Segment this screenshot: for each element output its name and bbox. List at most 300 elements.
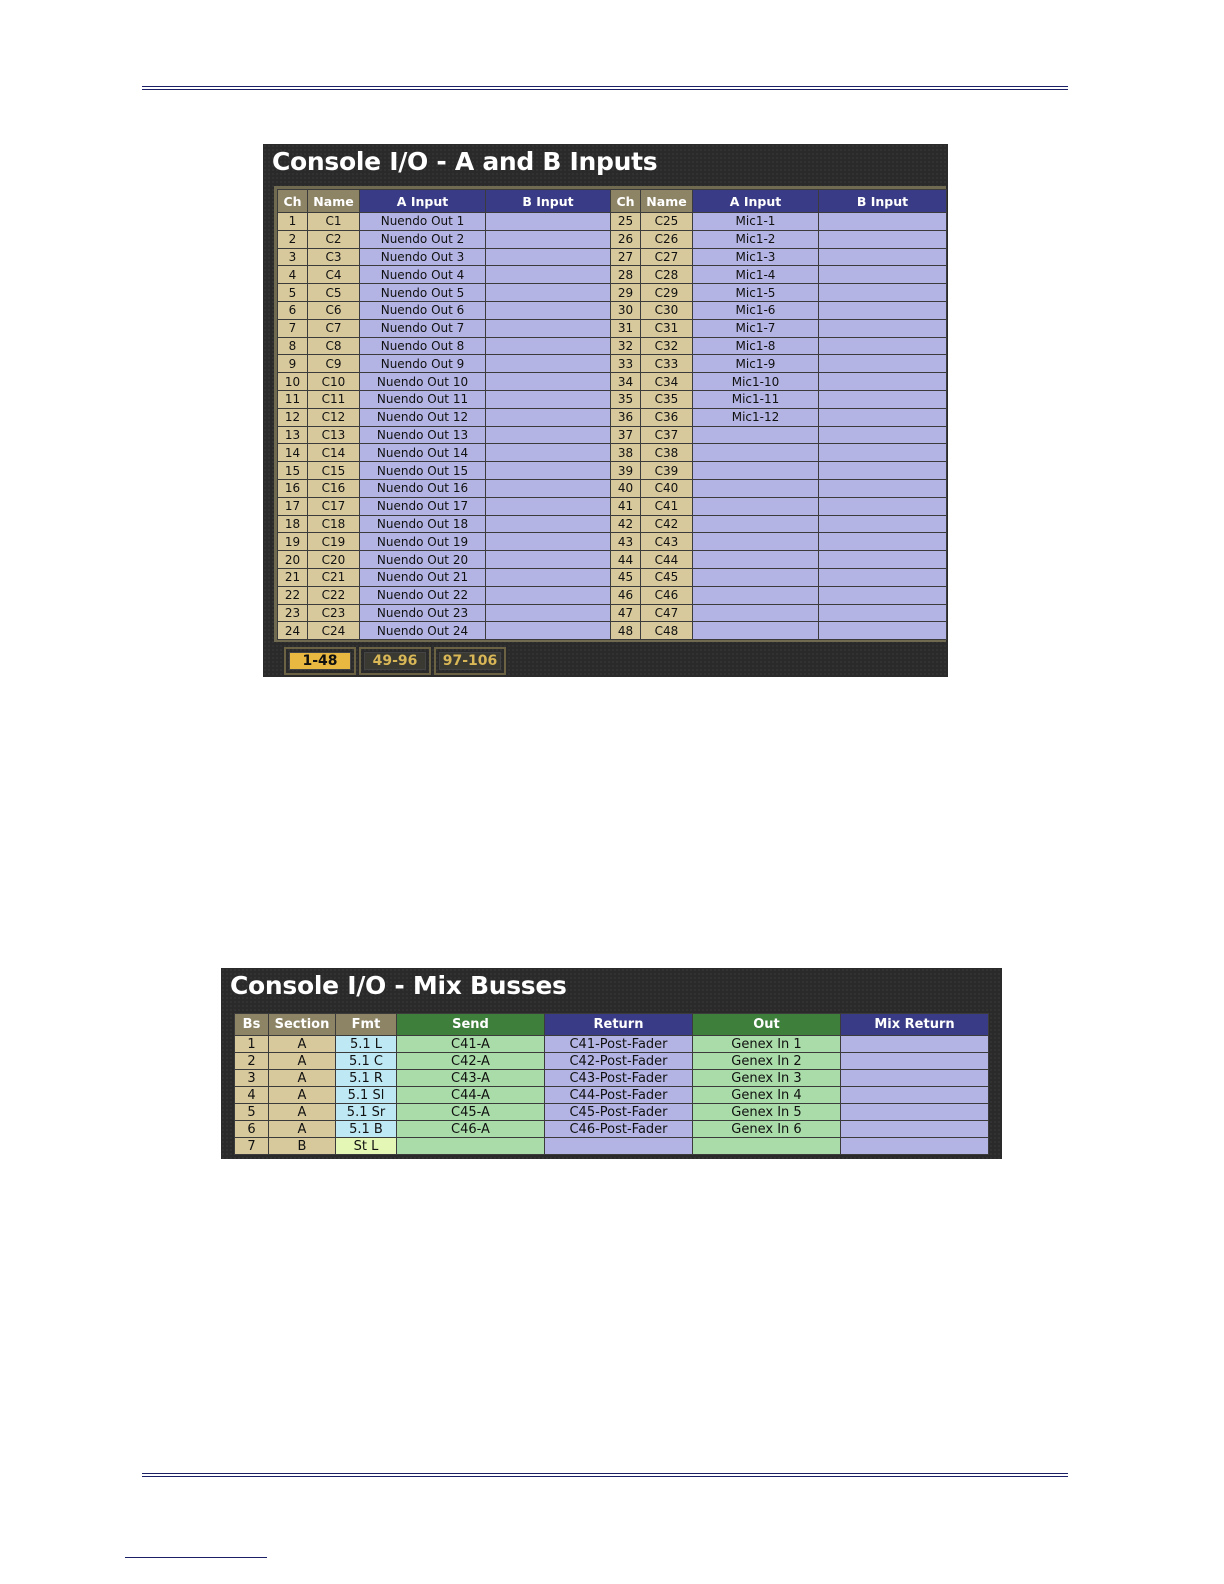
cell-fmt[interactable]: 5.1 C xyxy=(336,1053,397,1070)
cell-name: C33 xyxy=(641,355,693,373)
cell-ch: 30 xyxy=(611,301,641,319)
cell-b-input[interactable] xyxy=(486,373,611,391)
cell-section: A xyxy=(269,1036,336,1053)
cell-bs: 2 xyxy=(235,1053,269,1070)
cell-a-input[interactable]: Nuendo Out 19 xyxy=(360,533,486,551)
cell-ch: 20 xyxy=(278,551,308,569)
cell-ch: 32 xyxy=(611,337,641,355)
cell-a-input[interactable]: Nuendo Out 21 xyxy=(360,568,486,586)
cell-section: A xyxy=(269,1087,336,1104)
cell-ch: 33 xyxy=(611,355,641,373)
table-row xyxy=(278,444,947,462)
footnote-rule xyxy=(125,1557,267,1558)
cell-name: C16 xyxy=(308,479,360,497)
cell-b-input[interactable] xyxy=(819,479,947,497)
cell-name: C41 xyxy=(641,497,693,515)
cell-fmt[interactable]: 5.1 Sr xyxy=(336,1104,397,1121)
cell-ch: 21 xyxy=(278,568,308,586)
tab-1-48[interactable]: 1-48 xyxy=(284,647,356,675)
cell-out[interactable]: Genex In 6 xyxy=(693,1121,841,1138)
tab-97-106[interactable]: 97-106 xyxy=(434,647,506,675)
cell-a-input[interactable] xyxy=(693,479,819,497)
table-row xyxy=(235,1087,989,1104)
cell-name: C23 xyxy=(308,604,360,622)
cell-a-input[interactable]: Nuendo Out 1 xyxy=(360,213,486,231)
footer-rule xyxy=(142,1473,1068,1477)
cell-return[interactable]: C42-Post-Fader xyxy=(545,1053,693,1070)
cell-a-input[interactable] xyxy=(693,497,819,515)
column-header-ch: Ch xyxy=(278,190,308,213)
cell-b-input[interactable] xyxy=(486,426,611,444)
cell-ch: 10 xyxy=(278,373,308,391)
cell-name: C44 xyxy=(641,551,693,569)
cell-name: C17 xyxy=(308,497,360,515)
cell-a-input[interactable] xyxy=(693,462,819,480)
column-header-out: Out xyxy=(693,1014,841,1036)
cell-return[interactable]: C43-Post-Fader xyxy=(545,1070,693,1087)
cell-bs: 4 xyxy=(235,1087,269,1104)
cell-out[interactable]: Genex In 1 xyxy=(693,1036,841,1053)
cell-ch: 39 xyxy=(611,462,641,480)
cell-b-input[interactable] xyxy=(486,230,611,248)
cell-fmt[interactable]: 5.1 L xyxy=(336,1036,397,1053)
cell-b-input[interactable] xyxy=(486,533,611,551)
cell-name: C12 xyxy=(308,408,360,426)
cell-a-input[interactable]: Mic1-9 xyxy=(693,355,819,373)
cell-return[interactable]: C44-Post-Fader xyxy=(545,1087,693,1104)
cell-b-input[interactable] xyxy=(486,213,611,231)
table-row xyxy=(278,301,947,319)
cell-ch: 27 xyxy=(611,248,641,266)
cell-bs: 3 xyxy=(235,1070,269,1087)
cell-name: C6 xyxy=(308,301,360,319)
cell-mix-return[interactable] xyxy=(841,1036,989,1053)
column-header-send: Send xyxy=(397,1014,545,1036)
cell-name: C42 xyxy=(641,515,693,533)
cell-name: C7 xyxy=(308,319,360,337)
cell-send[interactable]: C43-A xyxy=(397,1070,545,1087)
cell-name: C32 xyxy=(641,337,693,355)
cell-a-input[interactable]: Nuendo Out 23 xyxy=(360,604,486,622)
cell-return[interactable]: C46-Post-Fader xyxy=(545,1121,693,1138)
cell-name: C22 xyxy=(308,586,360,604)
cell-ch: 45 xyxy=(611,568,641,586)
table-row xyxy=(278,586,947,604)
cell-a-input[interactable]: Mic1-10 xyxy=(693,373,819,391)
cell-b-input[interactable] xyxy=(486,479,611,497)
cell-name: C36 xyxy=(641,408,693,426)
cell-a-input[interactable]: Nuendo Out 6 xyxy=(360,301,486,319)
cell-b-input[interactable] xyxy=(819,444,947,462)
cell-a-input[interactable]: Nuendo Out 17 xyxy=(360,497,486,515)
table-row xyxy=(235,1053,989,1070)
cell-b-input[interactable] xyxy=(819,568,947,586)
mix-busses-table xyxy=(234,1013,989,1155)
table-row xyxy=(278,213,947,231)
cell-ch: 5 xyxy=(278,284,308,302)
column-header-b-input: B Input xyxy=(819,190,947,213)
column-header-bs: Bs xyxy=(235,1014,269,1036)
cell-bs: 6 xyxy=(235,1121,269,1138)
cell-fmt[interactable]: 5.1 R xyxy=(336,1070,397,1087)
column-header-fmt: Fmt xyxy=(336,1014,397,1036)
cell-ch: 22 xyxy=(278,586,308,604)
tab-49-96[interactable]: 49-96 xyxy=(359,647,431,675)
cell-ch: 46 xyxy=(611,586,641,604)
cell-a-input[interactable]: Nuendo Out 8 xyxy=(360,337,486,355)
cell-b-input[interactable] xyxy=(486,248,611,266)
cell-b-input[interactable] xyxy=(819,426,947,444)
cell-name: C27 xyxy=(641,248,693,266)
cell-out[interactable]: Genex In 4 xyxy=(693,1087,841,1104)
cell-name: C45 xyxy=(641,568,693,586)
cell-a-input[interactable]: Nuendo Out 20 xyxy=(360,551,486,569)
table-row xyxy=(278,319,947,337)
column-header-section: Section xyxy=(269,1014,336,1036)
cell-fmt[interactable]: 5.1 Sl xyxy=(336,1087,397,1104)
cell-mix-return[interactable] xyxy=(841,1087,989,1104)
cell-a-input[interactable] xyxy=(693,515,819,533)
cell-bs: 1 xyxy=(235,1036,269,1053)
cell-b-input[interactable] xyxy=(819,462,947,480)
cell-b-input[interactable] xyxy=(819,319,947,337)
cell-send[interactable]: C41-A xyxy=(397,1036,545,1053)
cell-b-input[interactable] xyxy=(486,408,611,426)
table-row xyxy=(278,604,947,622)
cell-name: C35 xyxy=(641,390,693,408)
cell-b-input[interactable] xyxy=(819,551,947,569)
header-rule xyxy=(142,86,1068,90)
cell-ch: 36 xyxy=(611,408,641,426)
cell-a-input[interactable]: Nuendo Out 24 xyxy=(360,622,486,640)
table-row xyxy=(235,1070,989,1087)
cell-name: C47 xyxy=(641,604,693,622)
cell-send[interactable] xyxy=(397,1138,545,1155)
cell-name: C3 xyxy=(308,248,360,266)
cell-b-input[interactable] xyxy=(486,568,611,586)
cell-b-input[interactable] xyxy=(819,248,947,266)
cell-b-input[interactable] xyxy=(819,497,947,515)
cell-ch: 26 xyxy=(611,230,641,248)
cell-send[interactable]: C45-A xyxy=(397,1104,545,1121)
cell-b-input[interactable] xyxy=(486,355,611,373)
cell-ch: 31 xyxy=(611,319,641,337)
cell-bs: 7 xyxy=(235,1138,269,1155)
cell-ch: 12 xyxy=(278,408,308,426)
cell-b-input[interactable] xyxy=(819,515,947,533)
cell-name: C20 xyxy=(308,551,360,569)
cell-send[interactable]: C46-A xyxy=(397,1121,545,1138)
table-row xyxy=(278,355,947,373)
cell-b-input[interactable] xyxy=(486,284,611,302)
table-row xyxy=(278,284,947,302)
cell-b-input[interactable] xyxy=(819,301,947,319)
cell-name: C24 xyxy=(308,622,360,640)
cell-name: C39 xyxy=(641,462,693,480)
table-row xyxy=(278,248,947,266)
cell-b-input[interactable] xyxy=(819,622,947,640)
cell-b-input[interactable] xyxy=(486,622,611,640)
cell-a-input[interactable]: Nuendo Out 16 xyxy=(360,479,486,497)
cell-a-input[interactable]: Mic1-4 xyxy=(693,266,819,284)
table-row xyxy=(235,1138,989,1155)
cell-b-input[interactable] xyxy=(819,284,947,302)
cell-b-input[interactable] xyxy=(819,604,947,622)
cell-b-input[interactable] xyxy=(486,515,611,533)
column-header-ch: Ch xyxy=(611,190,641,213)
cell-name: C40 xyxy=(641,479,693,497)
cell-return[interactable]: C45-Post-Fader xyxy=(545,1104,693,1121)
cell-ch: 4 xyxy=(278,266,308,284)
cell-b-input[interactable] xyxy=(819,337,947,355)
table-row xyxy=(278,426,947,444)
console-io-mix-busses-panel xyxy=(221,968,1002,1159)
cell-ch: 17 xyxy=(278,497,308,515)
cell-ch: 35 xyxy=(611,390,641,408)
cell-b-input[interactable] xyxy=(819,355,947,373)
cell-section: B xyxy=(269,1138,336,1155)
cell-ch: 18 xyxy=(278,515,308,533)
cell-a-input[interactable] xyxy=(693,568,819,586)
cell-mix-return[interactable] xyxy=(841,1138,989,1155)
cell-b-input[interactable] xyxy=(486,266,611,284)
cell-mix-return[interactable] xyxy=(841,1104,989,1121)
table-row xyxy=(278,497,947,515)
cell-a-input[interactable]: Mic1-2 xyxy=(693,230,819,248)
cell-ch: 34 xyxy=(611,373,641,391)
cell-a-input[interactable]: Nuendo Out 10 xyxy=(360,373,486,391)
cell-name: C2 xyxy=(308,230,360,248)
cell-b-input[interactable] xyxy=(486,444,611,462)
cell-name: C30 xyxy=(641,301,693,319)
cell-a-input[interactable] xyxy=(693,426,819,444)
cell-a-input[interactable]: Mic1-12 xyxy=(693,408,819,426)
table-row xyxy=(278,266,947,284)
cell-a-input[interactable] xyxy=(693,551,819,569)
panel-title-mix: Console I/O - Mix Busses xyxy=(230,971,567,1000)
cell-a-input[interactable] xyxy=(693,622,819,640)
cell-a-input[interactable]: Nuendo Out 12 xyxy=(360,408,486,426)
cell-name: C37 xyxy=(641,426,693,444)
cell-b-input[interactable] xyxy=(819,266,947,284)
cell-ch: 11 xyxy=(278,390,308,408)
cell-return[interactable] xyxy=(545,1138,693,1155)
cell-ch: 38 xyxy=(611,444,641,462)
cell-b-input[interactable] xyxy=(819,230,947,248)
cell-ch: 40 xyxy=(611,479,641,497)
cell-a-input[interactable]: Nuendo Out 5 xyxy=(360,284,486,302)
cell-name: C21 xyxy=(308,568,360,586)
cell-ch: 48 xyxy=(611,622,641,640)
cell-ch: 23 xyxy=(278,604,308,622)
cell-name: C11 xyxy=(308,390,360,408)
cell-ch: 41 xyxy=(611,497,641,515)
cell-name: C15 xyxy=(308,462,360,480)
cell-b-input[interactable] xyxy=(819,408,947,426)
cell-a-input[interactable]: Nuendo Out 18 xyxy=(360,515,486,533)
table-row xyxy=(278,515,947,533)
cell-ch: 3 xyxy=(278,248,308,266)
cell-ch: 15 xyxy=(278,462,308,480)
cell-b-input[interactable] xyxy=(486,337,611,355)
cell-a-input[interactable]: Mic1-1 xyxy=(693,213,819,231)
cell-ch: 43 xyxy=(611,533,641,551)
cell-send[interactable]: C44-A xyxy=(397,1087,545,1104)
cell-ch: 47 xyxy=(611,604,641,622)
cell-out[interactable]: Genex In 5 xyxy=(693,1104,841,1121)
cell-a-input[interactable] xyxy=(693,604,819,622)
table-row xyxy=(278,337,947,355)
cell-b-input[interactable] xyxy=(486,551,611,569)
cell-ch: 44 xyxy=(611,551,641,569)
column-header-a-input: A Input xyxy=(693,190,819,213)
cell-ch: 25 xyxy=(611,213,641,231)
ab-table-header-row xyxy=(278,190,947,213)
cell-name: C38 xyxy=(641,444,693,462)
table-row xyxy=(235,1104,989,1121)
cell-mix-return[interactable] xyxy=(841,1070,989,1087)
cell-a-input[interactable]: Mic1-7 xyxy=(693,319,819,337)
table-row xyxy=(235,1036,989,1053)
cell-a-input[interactable]: Nuendo Out 2 xyxy=(360,230,486,248)
cell-a-input[interactable]: Nuendo Out 15 xyxy=(360,462,486,480)
cell-return[interactable]: C41-Post-Fader xyxy=(545,1036,693,1053)
cell-name: C10 xyxy=(308,373,360,391)
cell-ch: 13 xyxy=(278,426,308,444)
table-row xyxy=(278,551,947,569)
cell-a-input[interactable]: Nuendo Out 11 xyxy=(360,390,486,408)
column-header-name: Name xyxy=(641,190,693,213)
table-row xyxy=(278,373,947,391)
cell-a-input[interactable]: Mic1-8 xyxy=(693,337,819,355)
cell-ch: 37 xyxy=(611,426,641,444)
cell-ch: 6 xyxy=(278,301,308,319)
cell-out[interactable]: Genex In 2 xyxy=(693,1053,841,1070)
cell-a-input[interactable] xyxy=(693,586,819,604)
cell-b-input[interactable] xyxy=(819,373,947,391)
cell-name: C13 xyxy=(308,426,360,444)
panel-title-ab: Console I/O - A and B Inputs xyxy=(272,147,658,176)
cell-b-input[interactable] xyxy=(486,604,611,622)
cell-a-input[interactable]: Nuendo Out 3 xyxy=(360,248,486,266)
table-row xyxy=(278,568,947,586)
cell-ch: 16 xyxy=(278,479,308,497)
cell-a-input[interactable]: Mic1-3 xyxy=(693,248,819,266)
cell-name: C43 xyxy=(641,533,693,551)
cell-ch: 24 xyxy=(278,622,308,640)
cell-fmt[interactable]: 5.1 B xyxy=(336,1121,397,1138)
column-header-return: Return xyxy=(545,1014,693,1036)
cell-name: C28 xyxy=(641,266,693,284)
cell-name: C1 xyxy=(308,213,360,231)
cell-b-input[interactable] xyxy=(486,390,611,408)
cell-b-input[interactable] xyxy=(819,390,947,408)
cell-name: C34 xyxy=(641,373,693,391)
cell-ch: 9 xyxy=(278,355,308,373)
cell-section: A xyxy=(269,1053,336,1070)
cell-ch: 14 xyxy=(278,444,308,462)
cell-ch: 29 xyxy=(611,284,641,302)
cell-name: C8 xyxy=(308,337,360,355)
cell-section: A xyxy=(269,1121,336,1138)
cell-name: C19 xyxy=(308,533,360,551)
cell-section: A xyxy=(269,1070,336,1087)
table-row xyxy=(278,390,947,408)
cell-ch: 8 xyxy=(278,337,308,355)
cell-out[interactable]: Genex In 3 xyxy=(693,1070,841,1087)
cell-a-input[interactable]: Mic1-5 xyxy=(693,284,819,302)
cell-ch: 42 xyxy=(611,515,641,533)
cell-out[interactable] xyxy=(693,1138,841,1155)
cell-ch: 7 xyxy=(278,319,308,337)
cell-mix-return[interactable] xyxy=(841,1053,989,1070)
table-row xyxy=(278,622,947,640)
mix-table-header-row xyxy=(235,1014,989,1036)
cell-ch: 2 xyxy=(278,230,308,248)
table-row xyxy=(278,533,947,551)
cell-name: C26 xyxy=(641,230,693,248)
table-row xyxy=(235,1121,989,1138)
cell-b-input[interactable] xyxy=(486,301,611,319)
cell-b-input[interactable] xyxy=(819,533,947,551)
cell-name: C14 xyxy=(308,444,360,462)
cell-ch: 19 xyxy=(278,533,308,551)
table-row xyxy=(278,408,947,426)
column-header-name: Name xyxy=(308,190,360,213)
table-row xyxy=(278,230,947,248)
cell-a-input[interactable] xyxy=(693,533,819,551)
cell-a-input[interactable]: Nuendo Out 4 xyxy=(360,266,486,284)
column-header-b-input: B Input xyxy=(486,190,611,213)
cell-b-input[interactable] xyxy=(486,497,611,515)
cell-name: C9 xyxy=(308,355,360,373)
cell-name: C31 xyxy=(641,319,693,337)
cell-a-input[interactable]: Mic1-6 xyxy=(693,301,819,319)
ab-inputs-table xyxy=(277,189,947,640)
cell-bs: 5 xyxy=(235,1104,269,1121)
table-row xyxy=(278,462,947,480)
column-header-mix-return: Mix Return xyxy=(841,1014,989,1036)
cell-a-input[interactable]: Nuendo Out 9 xyxy=(360,355,486,373)
cell-section: A xyxy=(269,1104,336,1121)
cell-a-input[interactable] xyxy=(693,444,819,462)
cell-name: C4 xyxy=(308,266,360,284)
cell-a-input[interactable]: Nuendo Out 14 xyxy=(360,444,486,462)
cell-name: C29 xyxy=(641,284,693,302)
cell-b-input[interactable] xyxy=(486,319,611,337)
cell-b-input[interactable] xyxy=(486,462,611,480)
cell-a-input[interactable]: Nuendo Out 13 xyxy=(360,426,486,444)
table-row xyxy=(278,479,947,497)
cell-b-input[interactable] xyxy=(819,213,947,231)
cell-ch: 1 xyxy=(278,213,308,231)
cell-a-input[interactable]: Mic1-11 xyxy=(693,390,819,408)
column-header-a-input: A Input xyxy=(360,190,486,213)
cell-name: C48 xyxy=(641,622,693,640)
cell-name: C25 xyxy=(641,213,693,231)
cell-b-input[interactable] xyxy=(486,586,611,604)
cell-mix-return[interactable] xyxy=(841,1121,989,1138)
cell-a-input[interactable]: Nuendo Out 7 xyxy=(360,319,486,337)
cell-ch: 28 xyxy=(611,266,641,284)
cell-name: C18 xyxy=(308,515,360,533)
cell-a-input[interactable]: Nuendo Out 22 xyxy=(360,586,486,604)
cell-fmt[interactable]: St L xyxy=(336,1138,397,1155)
cell-b-input[interactable] xyxy=(819,586,947,604)
console-io-ab-inputs-panel xyxy=(263,144,948,677)
cell-name: C46 xyxy=(641,586,693,604)
cell-send[interactable]: C42-A xyxy=(397,1053,545,1070)
